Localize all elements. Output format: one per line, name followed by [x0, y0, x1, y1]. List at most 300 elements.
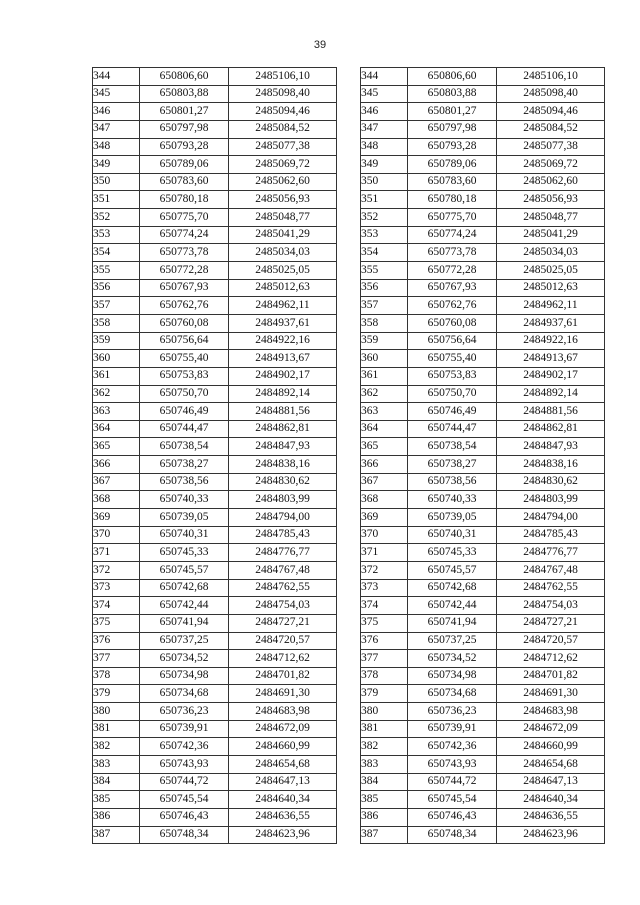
y-coordinate-cell: 2484754,03 [497, 597, 605, 615]
table-row [93, 262, 337, 280]
table-row [93, 685, 337, 703]
x-coordinate-cell: 650745,54 [408, 791, 497, 809]
point-number-cell: 347 [93, 120, 140, 138]
y-coordinate-cell: 2484640,34 [229, 791, 337, 809]
y-coordinate-cell: 2485062,60 [497, 173, 605, 191]
y-coordinate-cell: 2485094,46 [497, 103, 605, 121]
point-number-cell: 367 [93, 473, 140, 491]
x-coordinate-cell: 650793,28 [140, 138, 229, 156]
x-coordinate-cell: 650756,64 [140, 332, 229, 350]
point-number-cell: 360 [361, 350, 408, 368]
coordinates-table-right [360, 67, 605, 844]
table-row [361, 403, 605, 421]
y-coordinate-cell: 2484785,43 [229, 526, 337, 544]
page-number: 39 [313, 39, 327, 51]
x-coordinate-cell: 650739,91 [140, 720, 229, 738]
y-coordinate-cell: 2484838,16 [229, 456, 337, 474]
y-coordinate-cell: 2485077,38 [229, 138, 337, 156]
y-coordinate-cell: 2484767,48 [229, 561, 337, 579]
point-number-cell: 357 [93, 297, 140, 315]
x-coordinate-cell: 650774,24 [140, 226, 229, 244]
y-coordinate-cell: 2485048,77 [229, 209, 337, 227]
x-coordinate-cell: 650750,70 [408, 385, 497, 403]
y-coordinate-cell: 2484647,13 [229, 773, 337, 791]
point-number-cell: 368 [93, 491, 140, 509]
x-coordinate-cell: 650775,70 [140, 209, 229, 227]
x-coordinate-cell: 650744,72 [408, 773, 497, 791]
point-number-cell: 348 [361, 138, 408, 156]
table-row [93, 720, 337, 738]
x-coordinate-cell: 650780,18 [140, 191, 229, 209]
x-coordinate-cell: 650739,05 [140, 509, 229, 527]
table-row [361, 720, 605, 738]
y-coordinate-cell: 2484701,82 [229, 667, 337, 685]
point-number-cell: 387 [93, 826, 140, 844]
y-coordinate-cell: 2484767,48 [497, 561, 605, 579]
y-coordinate-cell: 2484881,56 [497, 403, 605, 421]
table-row [93, 173, 337, 191]
y-coordinate-cell: 2484660,99 [229, 738, 337, 756]
x-coordinate-cell: 650738,56 [140, 473, 229, 491]
table-row [361, 103, 605, 121]
point-number-cell: 365 [361, 438, 408, 456]
y-coordinate-cell: 2484862,81 [229, 420, 337, 438]
y-coordinate-cell: 2485034,03 [497, 244, 605, 262]
point-number-cell: 358 [93, 314, 140, 332]
x-coordinate-cell: 650748,34 [408, 826, 497, 844]
x-coordinate-cell: 650737,25 [140, 632, 229, 650]
point-number-cell: 365 [93, 438, 140, 456]
table-row [93, 667, 337, 685]
point-number-cell: 362 [93, 385, 140, 403]
table-row [361, 685, 605, 703]
table-row [93, 438, 337, 456]
x-coordinate-cell: 650740,33 [408, 491, 497, 509]
table-row [93, 385, 337, 403]
x-coordinate-cell: 650742,44 [140, 597, 229, 615]
point-number-cell: 373 [93, 579, 140, 597]
y-coordinate-cell: 2484691,30 [229, 685, 337, 703]
x-coordinate-cell: 650746,49 [408, 403, 497, 421]
table-row [93, 403, 337, 421]
point-number-cell: 372 [361, 561, 408, 579]
y-coordinate-cell: 2484913,67 [229, 350, 337, 368]
x-coordinate-cell: 650736,23 [140, 703, 229, 721]
y-coordinate-cell: 2484683,98 [497, 703, 605, 721]
table-row [93, 808, 337, 826]
y-coordinate-cell: 2484762,55 [497, 579, 605, 597]
y-coordinate-cell: 2485034,03 [229, 244, 337, 262]
x-coordinate-cell: 650760,08 [408, 314, 497, 332]
point-number-cell: 360 [93, 350, 140, 368]
point-number-cell: 350 [93, 173, 140, 191]
table-row [361, 314, 605, 332]
point-number-cell: 380 [361, 703, 408, 721]
point-number-cell: 381 [361, 720, 408, 738]
point-number-cell: 375 [361, 614, 408, 632]
point-number-cell: 351 [93, 191, 140, 209]
table-row [361, 156, 605, 174]
point-number-cell: 385 [361, 791, 408, 809]
y-coordinate-cell: 2485012,63 [497, 279, 605, 297]
x-coordinate-cell: 650783,60 [408, 173, 497, 191]
table-row [93, 755, 337, 773]
table-row [93, 279, 337, 297]
y-coordinate-cell: 2485094,46 [229, 103, 337, 121]
table-row [93, 367, 337, 385]
x-coordinate-cell: 650775,70 [408, 209, 497, 227]
x-coordinate-cell: 650734,98 [140, 667, 229, 685]
y-coordinate-cell: 2484838,16 [497, 456, 605, 474]
y-coordinate-cell: 2485098,40 [497, 85, 605, 103]
point-number-cell: 383 [93, 755, 140, 773]
y-coordinate-cell: 2484720,57 [497, 632, 605, 650]
x-coordinate-cell: 650743,93 [140, 755, 229, 773]
x-coordinate-cell: 650745,33 [140, 544, 229, 562]
point-number-cell: 370 [361, 526, 408, 544]
point-number-cell: 378 [361, 667, 408, 685]
table-row [93, 738, 337, 756]
table-row [93, 103, 337, 121]
coordinates-table-left [92, 67, 337, 844]
point-number-cell: 370 [93, 526, 140, 544]
point-number-cell: 349 [93, 156, 140, 174]
table-row [361, 509, 605, 527]
x-coordinate-cell: 650741,94 [140, 614, 229, 632]
y-coordinate-cell: 2484962,11 [229, 297, 337, 315]
point-number-cell: 364 [93, 420, 140, 438]
point-number-cell: 385 [93, 791, 140, 809]
table-row [361, 773, 605, 791]
table-row [361, 85, 605, 103]
x-coordinate-cell: 650742,36 [408, 738, 497, 756]
y-coordinate-cell: 2485098,40 [229, 85, 337, 103]
x-coordinate-cell: 650744,47 [140, 420, 229, 438]
table-row [93, 244, 337, 262]
table-row [93, 526, 337, 544]
point-number-cell: 364 [361, 420, 408, 438]
y-coordinate-cell: 2484762,55 [229, 579, 337, 597]
y-coordinate-cell: 2484794,00 [229, 509, 337, 527]
table-row [361, 738, 605, 756]
table-row [93, 156, 337, 174]
table-row [361, 262, 605, 280]
y-coordinate-cell: 2485077,38 [497, 138, 605, 156]
point-number-cell: 369 [361, 509, 408, 527]
point-number-cell: 377 [361, 650, 408, 668]
table-row [361, 138, 605, 156]
point-number-cell: 344 [361, 68, 408, 86]
point-number-cell: 363 [361, 403, 408, 421]
point-number-cell: 379 [93, 685, 140, 703]
table-row [93, 85, 337, 103]
y-coordinate-cell: 2484847,93 [497, 438, 605, 456]
point-number-cell: 371 [93, 544, 140, 562]
y-coordinate-cell: 2484672,09 [497, 720, 605, 738]
y-coordinate-cell: 2484754,03 [229, 597, 337, 615]
y-coordinate-cell: 2484654,68 [229, 755, 337, 773]
x-coordinate-cell: 650753,83 [408, 367, 497, 385]
table-row [93, 632, 337, 650]
x-coordinate-cell: 650746,49 [140, 403, 229, 421]
x-coordinate-cell: 650738,54 [140, 438, 229, 456]
point-number-cell: 384 [361, 773, 408, 791]
x-coordinate-cell: 650774,24 [408, 226, 497, 244]
table-row [361, 120, 605, 138]
point-number-cell: 374 [361, 597, 408, 615]
y-coordinate-cell: 2484830,62 [497, 473, 605, 491]
y-coordinate-cell: 2484881,56 [229, 403, 337, 421]
x-coordinate-cell: 650760,08 [140, 314, 229, 332]
table-row [93, 332, 337, 350]
x-coordinate-cell: 650767,93 [408, 279, 497, 297]
table-row [93, 297, 337, 315]
y-coordinate-cell: 2484892,14 [229, 385, 337, 403]
table-row [93, 703, 337, 721]
point-number-cell: 353 [361, 226, 408, 244]
x-coordinate-cell: 650740,31 [408, 526, 497, 544]
table-row [93, 491, 337, 509]
y-coordinate-cell: 2484830,62 [229, 473, 337, 491]
point-number-cell: 361 [93, 367, 140, 385]
x-coordinate-cell: 650736,23 [408, 703, 497, 721]
table-row [361, 209, 605, 227]
table-row [361, 755, 605, 773]
y-coordinate-cell: 2484636,55 [497, 808, 605, 826]
y-coordinate-cell: 2484937,61 [229, 314, 337, 332]
table-row [93, 120, 337, 138]
point-number-cell: 386 [361, 808, 408, 826]
point-number-cell: 386 [93, 808, 140, 826]
point-number-cell: 381 [93, 720, 140, 738]
x-coordinate-cell: 650803,88 [408, 85, 497, 103]
x-coordinate-cell: 650748,34 [140, 826, 229, 844]
x-coordinate-cell: 650738,27 [140, 456, 229, 474]
x-coordinate-cell: 650741,94 [408, 614, 497, 632]
x-coordinate-cell: 650750,70 [140, 385, 229, 403]
y-coordinate-cell: 2484701,82 [497, 667, 605, 685]
table-row [93, 68, 337, 86]
point-number-cell: 355 [93, 262, 140, 280]
y-coordinate-cell: 2485056,93 [229, 191, 337, 209]
x-coordinate-cell: 650745,57 [408, 561, 497, 579]
point-number-cell: 366 [361, 456, 408, 474]
x-coordinate-cell: 650797,98 [408, 120, 497, 138]
table-row [361, 526, 605, 544]
y-coordinate-cell: 2484803,99 [229, 491, 337, 509]
point-number-cell: 353 [93, 226, 140, 244]
table-row [361, 420, 605, 438]
table-row [93, 350, 337, 368]
x-coordinate-cell: 650738,27 [408, 456, 497, 474]
point-number-cell: 372 [93, 561, 140, 579]
point-number-cell: 376 [93, 632, 140, 650]
point-number-cell: 355 [361, 262, 408, 280]
point-number-cell: 382 [361, 738, 408, 756]
x-coordinate-cell: 650803,88 [140, 85, 229, 103]
x-coordinate-cell: 650745,54 [140, 791, 229, 809]
table-row [93, 509, 337, 527]
y-coordinate-cell: 2484712,62 [229, 650, 337, 668]
point-number-cell: 373 [361, 579, 408, 597]
x-coordinate-cell: 650793,28 [408, 138, 497, 156]
point-number-cell: 376 [361, 632, 408, 650]
y-coordinate-cell: 2485084,52 [497, 120, 605, 138]
x-coordinate-cell: 650740,31 [140, 526, 229, 544]
x-coordinate-cell: 650734,52 [140, 650, 229, 668]
x-coordinate-cell: 650756,64 [408, 332, 497, 350]
y-coordinate-cell: 2485025,05 [229, 262, 337, 280]
x-coordinate-cell: 650801,27 [408, 103, 497, 121]
x-coordinate-cell: 650743,93 [408, 755, 497, 773]
point-number-cell: 346 [361, 103, 408, 121]
x-coordinate-cell: 650746,43 [140, 808, 229, 826]
y-coordinate-cell: 2484962,11 [497, 297, 605, 315]
x-coordinate-cell: 650773,78 [408, 244, 497, 262]
table-row [361, 650, 605, 668]
point-number-cell: 371 [361, 544, 408, 562]
table-row [93, 791, 337, 809]
y-coordinate-cell: 2485069,72 [229, 156, 337, 174]
x-coordinate-cell: 650740,33 [140, 491, 229, 509]
point-number-cell: 354 [93, 244, 140, 262]
point-number-cell: 378 [93, 667, 140, 685]
x-coordinate-cell: 650742,68 [408, 579, 497, 597]
point-number-cell: 345 [361, 85, 408, 103]
table-row [361, 544, 605, 562]
y-coordinate-cell: 2484727,21 [497, 614, 605, 632]
table-row [361, 473, 605, 491]
y-coordinate-cell: 2484654,68 [497, 755, 605, 773]
point-number-cell: 347 [361, 120, 408, 138]
x-coordinate-cell: 650762,76 [408, 297, 497, 315]
table-row [361, 367, 605, 385]
point-number-cell: 356 [361, 279, 408, 297]
y-coordinate-cell: 2484683,98 [229, 703, 337, 721]
x-coordinate-cell: 650797,98 [140, 120, 229, 138]
x-coordinate-cell: 650745,57 [140, 561, 229, 579]
table-row [93, 826, 337, 844]
table-row [93, 561, 337, 579]
point-number-cell: 348 [93, 138, 140, 156]
y-coordinate-cell: 2484862,81 [497, 420, 605, 438]
x-coordinate-cell: 650734,68 [408, 685, 497, 703]
y-coordinate-cell: 2485041,29 [497, 226, 605, 244]
point-number-cell: 358 [361, 314, 408, 332]
table-row [361, 703, 605, 721]
y-coordinate-cell: 2485025,05 [497, 262, 605, 280]
table-row [93, 579, 337, 597]
table-row [361, 579, 605, 597]
y-coordinate-cell: 2484712,62 [497, 650, 605, 668]
x-coordinate-cell: 650739,05 [408, 509, 497, 527]
x-coordinate-cell: 650772,28 [408, 262, 497, 280]
table-row [361, 597, 605, 615]
y-coordinate-cell: 2484922,16 [497, 332, 605, 350]
table-row [93, 614, 337, 632]
y-coordinate-cell: 2484892,14 [497, 385, 605, 403]
y-coordinate-cell: 2484720,57 [229, 632, 337, 650]
y-coordinate-cell: 2485069,72 [497, 156, 605, 174]
table-row [361, 808, 605, 826]
table-row [361, 561, 605, 579]
point-number-cell: 359 [93, 332, 140, 350]
table-row [93, 773, 337, 791]
table-row [361, 456, 605, 474]
point-number-cell: 357 [361, 297, 408, 315]
point-number-cell: 351 [361, 191, 408, 209]
y-coordinate-cell: 2485056,93 [497, 191, 605, 209]
x-coordinate-cell: 650753,83 [140, 367, 229, 385]
y-coordinate-cell: 2484937,61 [497, 314, 605, 332]
table-row [361, 632, 605, 650]
table-row [93, 138, 337, 156]
x-coordinate-cell: 650744,47 [408, 420, 497, 438]
point-number-cell: 350 [361, 173, 408, 191]
point-number-cell: 352 [93, 209, 140, 227]
y-coordinate-cell: 2484922,16 [229, 332, 337, 350]
table-row [93, 209, 337, 227]
point-number-cell: 387 [361, 826, 408, 844]
y-coordinate-cell: 2485106,10 [497, 68, 605, 86]
table-row [93, 314, 337, 332]
x-coordinate-cell: 650742,68 [140, 579, 229, 597]
x-coordinate-cell: 650746,43 [408, 808, 497, 826]
x-coordinate-cell: 650755,40 [140, 350, 229, 368]
x-coordinate-cell: 650806,60 [408, 68, 497, 86]
table-row [361, 279, 605, 297]
x-coordinate-cell: 650744,72 [140, 773, 229, 791]
y-coordinate-cell: 2485012,63 [229, 279, 337, 297]
table-row [93, 191, 337, 209]
point-number-cell: 346 [93, 103, 140, 121]
point-number-cell: 374 [93, 597, 140, 615]
y-coordinate-cell: 2484776,77 [497, 544, 605, 562]
y-coordinate-cell: 2484902,17 [497, 367, 605, 385]
x-coordinate-cell: 650742,44 [408, 597, 497, 615]
y-coordinate-cell: 2485041,29 [229, 226, 337, 244]
point-number-cell: 363 [93, 403, 140, 421]
x-coordinate-cell: 650773,78 [140, 244, 229, 262]
table-row [361, 191, 605, 209]
x-coordinate-cell: 650742,36 [140, 738, 229, 756]
y-coordinate-cell: 2484623,96 [497, 826, 605, 844]
table-row [361, 332, 605, 350]
x-coordinate-cell: 650734,52 [408, 650, 497, 668]
point-number-cell: 375 [93, 614, 140, 632]
x-coordinate-cell: 650767,93 [140, 279, 229, 297]
y-coordinate-cell: 2485048,77 [497, 209, 605, 227]
x-coordinate-cell: 650745,33 [408, 544, 497, 562]
y-coordinate-cell: 2484623,96 [229, 826, 337, 844]
y-coordinate-cell: 2485062,60 [229, 173, 337, 191]
table-row [361, 826, 605, 844]
y-coordinate-cell: 2484640,34 [497, 791, 605, 809]
point-number-cell: 384 [93, 773, 140, 791]
y-coordinate-cell: 2484691,30 [497, 685, 605, 703]
y-coordinate-cell: 2485084,52 [229, 120, 337, 138]
table-row [93, 456, 337, 474]
y-coordinate-cell: 2484785,43 [497, 526, 605, 544]
x-coordinate-cell: 650780,18 [408, 191, 497, 209]
y-coordinate-cell: 2484794,00 [497, 509, 605, 527]
point-number-cell: 382 [93, 738, 140, 756]
x-coordinate-cell: 650738,56 [408, 473, 497, 491]
point-number-cell: 383 [361, 755, 408, 773]
table-row [361, 173, 605, 191]
x-coordinate-cell: 650789,06 [140, 156, 229, 174]
point-number-cell: 362 [361, 385, 408, 403]
